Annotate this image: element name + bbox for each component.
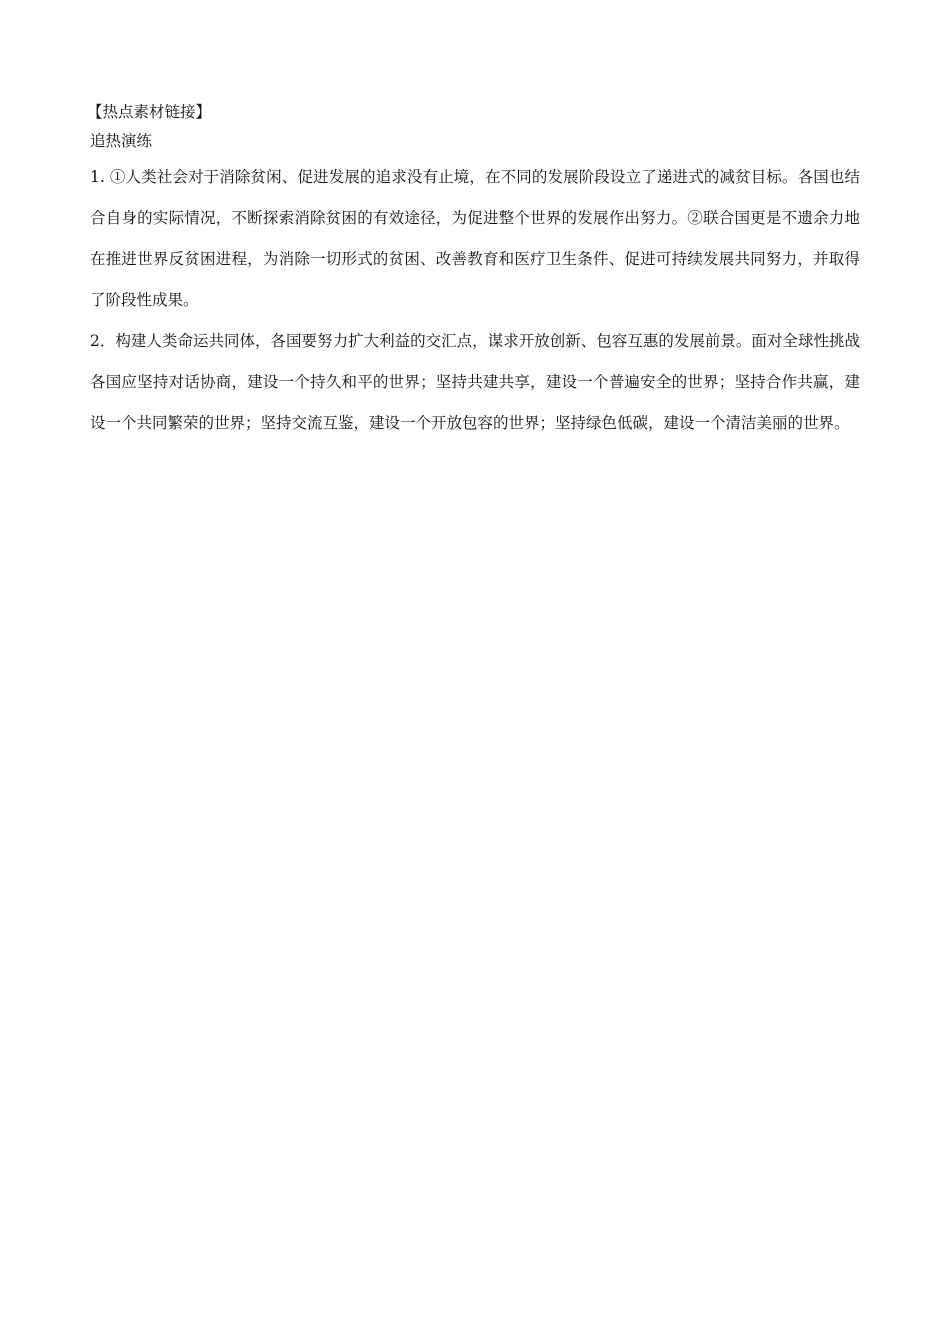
- document-body: [87, 98, 860, 444]
- section-subtitle: 追热演练: [90, 132, 153, 150]
- item-number: 2．: [90, 332, 116, 350]
- section-title: 【热点素材链接】: [87, 103, 212, 121]
- item-text: 构建人类命运共同体，各国要努力扩大利益的交汇点，谋求开放创新、包容互惠的发展前景。面对全球性挑战各国应坚持对话协商，建设一个持久和平的世界；坚持共建共享，建设一个普遍安全的世界；坚持合作共赢，建设一个共同繁荣的世界；坚持交流互鉴，建设一个开放包容的世界；坚持绿色低碳，建设一个清洁美丽的世界。: [90, 332, 860, 432]
- item-text: ①人类社会对于消除贫闲、促进发展的追求没有止境，在不同的发展阶段设立了递进式的减贫目标。各国也结合自身的实际情况，不断探索消除贫困的有效途径，为促进整个世界的发展作出努力。②联合国更是不遗余力地在推进世界反贫困进程，为消除一切形式的贫困、改善教育和医疗卫生条件、促进可持续发展共同努力，并取得了阶段性成果。: [90, 168, 860, 309]
- paragraph-item-1: [90, 157, 860, 321]
- paragraph-item-2: [90, 321, 860, 444]
- item-number: 1.: [90, 168, 110, 186]
